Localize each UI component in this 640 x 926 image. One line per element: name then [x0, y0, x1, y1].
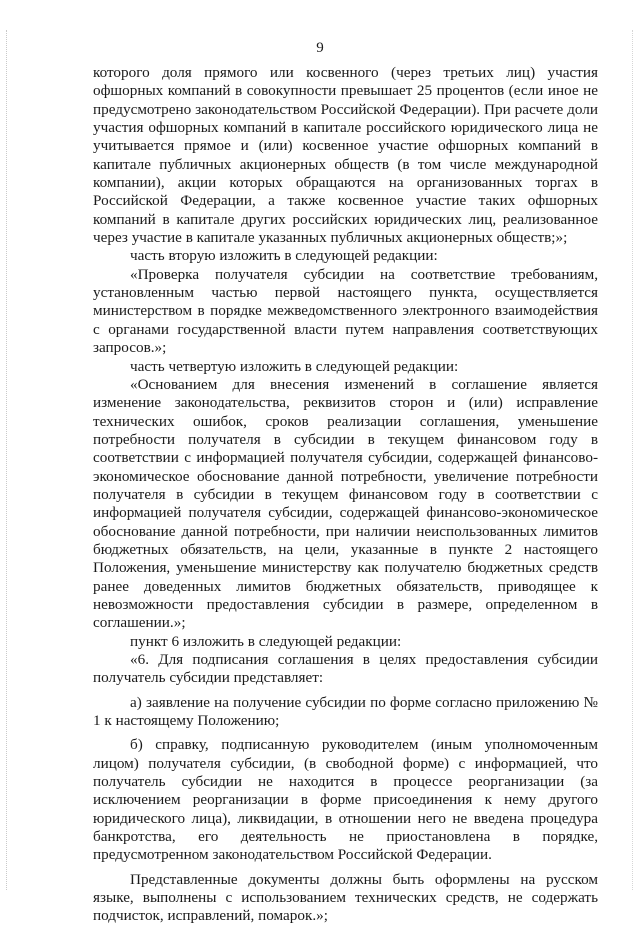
paragraph-documents-requirements: Представленные документы должны быть оформлены на русском языке, выполнены с использованием технических средств, не содержать подчисток, исправлений, помарок.»;	[93, 870, 598, 925]
paragraph-instruction-item-six: пункт 6 изложить в следующей редакции:	[130, 632, 402, 650]
paragraph-continuation: которого доля прямого или косвенного (через третьих лиц) участия офшорных компаний в совокупности превышает 25 процентов (если иное не предусмотрено законодательством Российской Федерации). При расчете доли участия офшорных компаний в капитале российского юридического лица не учитывается прямое и (или) косвенное участие офшорных компаний в капитале публичных акционерных обществ (в том числе международной компании), акции которых обращаются на организованных торгах в Российской Федерации, а также косвенное участие таких офшорных компаний в капитале других российских юридических лиц, реализованное через участие в капитале указанных публичных акционерных обществ;»;	[93, 64, 598, 247]
paragraph-subitem-a: а) заявление на получение субсидии по форме согласно приложению № 1 к настоящему Положению;	[93, 693, 598, 730]
scan-edge-right	[632, 30, 634, 890]
paragraph-verification: «Проверка получателя субсидии на соответствие требованиям, установленным частью первой настоящего пункта, осуществляется министерством в порядке межведомственного электронного взаимодействия с органами государственной власти путем направления соответствующих запросов.»;	[93, 265, 598, 357]
scan-edge-left	[6, 30, 8, 890]
document-body	[93, 64, 598, 926]
paragraph-instruction-part-two: часть вторую изложить в следующей редакции:	[130, 247, 438, 265]
paragraph-subitem-b: б) справку, подписанную руководителем (иным уполномоченным лицом) получателя субсидии, (в свободной форме) с информацией, что получатель субсидии не находится в процессе реорганизации (за исключением реорганизации в форме присоединения к нему другого юридического лица), ликвидации, в отношении него не введена процедура банкротства, его деятельность не приостановлена в порядке, предусмотренном законодательством Российской Федерации.	[93, 736, 598, 864]
paragraph-agreement-changes: «Основанием для внесения изменений в соглашение является изменение законодательства, реквизитов сторон и (или) исправление технических ошибок, сроков реализации соглашения, уменьшение потребности получателя в субсидии в текущем финансовом году в соответствии с информацией получателя субсидии, содержащей финансово-экономическое обоснование данной потребности, увеличение потребности получателя в субсидии в текущем финансовом году в соответствии с информацией получателя субсидии, содержащей финансово-экономическое обоснование данной потребности, при наличии неиспользованных лимитов бюджетных обязательств, на цели, указанные в пункте 2 настоящего Положения, уменьшение министерству как получателю бюджетных средств ранее доведенных лимитов бюджетных обязательств, приводящее к невозможности предоставления субсидии в размере, определенном в соглашении.»;	[93, 375, 598, 632]
paragraph-instruction-part-four: часть четвертую изложить в следующей редакции:	[130, 357, 459, 375]
paragraph-item-six: «6. Для подписания соглашения в целях предоставления субсидии получатель субсидии представляет:	[93, 651, 598, 687]
page-number: 9	[316, 40, 324, 56]
